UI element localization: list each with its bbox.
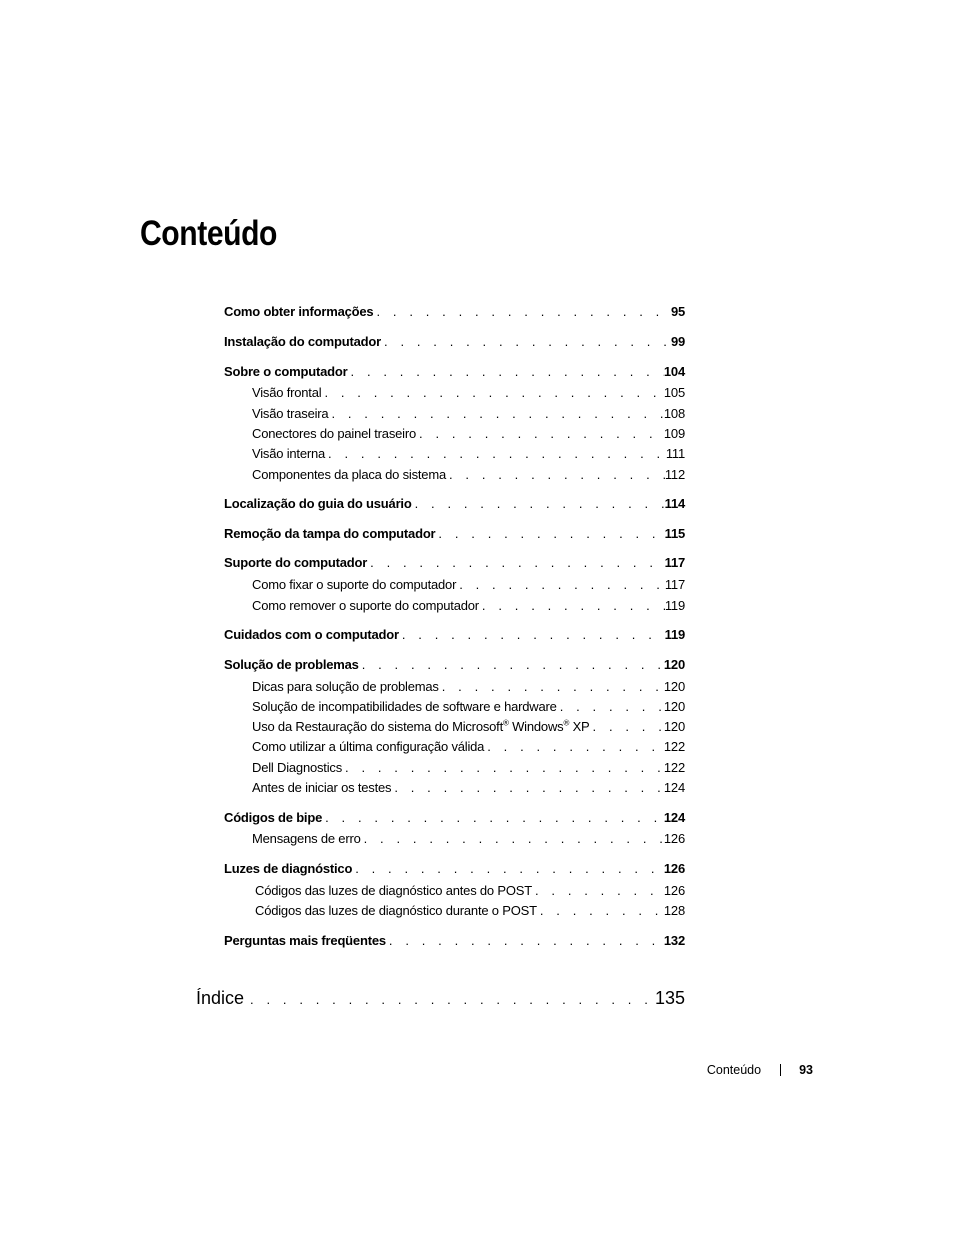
toc-entry-label: Como remover o suporte do computador [252, 598, 479, 613]
leader-dots [479, 598, 665, 614]
leader-dots [446, 467, 665, 483]
toc-subentry[interactable] [252, 719, 685, 735]
toc-entry-page: 120 [663, 699, 685, 714]
toc-entry-page: 99 [670, 334, 685, 349]
toc-entry-page: 120 [663, 679, 685, 694]
toc-entry-page: 114 [664, 496, 685, 511]
toc-entry-page: 124 [663, 810, 685, 825]
toc-entry-page: 128 [663, 903, 685, 918]
toc-entry-label: Localização do guia do usuário [224, 496, 412, 511]
toc-entry[interactable] [224, 526, 685, 542]
leader-dots [416, 426, 664, 442]
toc-entry-page: 122 [663, 760, 685, 775]
toc-entry-page: 115 [664, 526, 685, 541]
page-footer [700, 1062, 813, 1078]
toc-entry-page: 112 [664, 467, 685, 482]
toc-entry-label: Dell Diagnostics [252, 760, 343, 775]
registered-mark: ® [503, 718, 509, 728]
toc-entry-label: Códigos das luzes de diagnóstico antes do POST [255, 883, 532, 898]
label-text: XP [569, 719, 590, 734]
toc-entry-label: Componentes da placa do sistema [252, 467, 446, 482]
leader-dots [359, 657, 664, 673]
toc-entry[interactable] [224, 861, 685, 877]
toc-entry-label: Suporte do computador [224, 555, 368, 570]
toc-entry-page: 111 [665, 446, 685, 461]
toc-subentry[interactable] [252, 699, 685, 715]
registered-mark: ® [563, 718, 570, 728]
toc-entry-label: Instalação do computador [224, 334, 382, 349]
footer-page-number: 93 [799, 1063, 813, 1077]
toc-entry-page: 122 [663, 739, 685, 754]
toc-entry-page: 124 [663, 780, 685, 795]
toc-entry[interactable] [224, 933, 685, 949]
toc-entry-page: 126 [663, 861, 685, 876]
toc-entry-label: Mensagens de erro [252, 831, 361, 846]
toc-entry-label: Luzes de diagnóstico [224, 861, 353, 876]
toc-entry[interactable] [224, 334, 685, 350]
leader-dots [399, 627, 665, 643]
leader-dots [484, 739, 664, 755]
toc-entry-page: 120 [663, 657, 685, 672]
toc-subentry[interactable] [252, 780, 685, 796]
leader-dots [532, 883, 664, 899]
toc-entry-page: 105 [663, 385, 685, 400]
leader-dots [361, 831, 664, 847]
toc-subentry[interactable] [252, 831, 685, 847]
toc-subentry[interactable] [255, 883, 685, 899]
leader-dots [537, 903, 664, 919]
toc-entry-label: Conectores do painel traseiro [252, 426, 417, 441]
toc-entry-page: 126 [663, 883, 685, 898]
leader-dots [325, 446, 666, 462]
toc-subentry[interactable] [252, 467, 685, 483]
toc-entry-page: 117 [664, 577, 685, 592]
toc-entry[interactable] [224, 627, 685, 643]
toc-entry-label: Sobre o computador [224, 364, 348, 379]
toc-entry-label: Solução de problemas [224, 657, 359, 672]
toc-entry-page: 132 [663, 933, 685, 948]
toc-entry-page: 95 [670, 304, 685, 319]
toc-subentry[interactable] [252, 760, 685, 776]
toc-subentry[interactable] [252, 385, 685, 401]
toc-entry-label [252, 719, 590, 735]
toc-entry-label: Perguntas mais freqüentes [224, 933, 386, 948]
toc-index-entry[interactable] [196, 987, 685, 1011]
leader-dots [348, 364, 664, 380]
toc-entry-page: 119 [664, 598, 685, 613]
leader-dots [381, 334, 671, 350]
index-label: Índice [196, 988, 245, 1008]
toc-subentry[interactable] [252, 406, 685, 422]
leader-dots [244, 989, 655, 1011]
toc-entry[interactable] [224, 555, 685, 571]
toc-entry[interactable] [224, 810, 685, 826]
leader-dots [322, 810, 664, 826]
footer-divider [780, 1064, 781, 1076]
toc-subentry[interactable] [252, 739, 685, 755]
toc-entry-label: Cuidados com o computador [224, 627, 399, 642]
toc-subentry[interactable] [252, 426, 685, 442]
toc-entry[interactable] [224, 657, 685, 673]
leader-dots [435, 526, 664, 542]
footer-section-title: Conteúdo [706, 1063, 762, 1077]
toc-entry[interactable] [224, 304, 685, 320]
leader-dots [352, 861, 664, 877]
toc-subentry[interactable] [252, 679, 685, 695]
toc-entry-label: Como obter informações [224, 304, 374, 319]
label-text: Windows [508, 719, 564, 734]
toc-entry-label: Remoção da tampa do computador [224, 526, 436, 541]
toc-entry[interactable] [224, 496, 685, 512]
toc-entry-page: 119 [664, 627, 685, 642]
leader-dots [386, 933, 664, 949]
leader-dots [328, 406, 663, 422]
leader-dots [456, 577, 665, 593]
toc-entry[interactable] [224, 364, 685, 380]
leader-dots [391, 780, 664, 796]
toc-subentry[interactable] [255, 903, 685, 919]
leader-dots [342, 760, 664, 776]
toc-entry-label: Dicas para solução de problemas [252, 679, 439, 694]
toc-entry-label: Visão interna [252, 446, 326, 461]
toc-entry-label: Visão traseira [252, 406, 329, 421]
index-page: 135 [654, 988, 685, 1008]
toc-entry-page: 120 [663, 719, 685, 734]
leader-dots [373, 304, 670, 320]
toc-subentry[interactable] [252, 577, 685, 593]
toc-subentry[interactable] [252, 598, 685, 614]
page-title: Conteúdo [140, 214, 277, 253]
leader-dots [367, 555, 664, 571]
toc-entry-label: Códigos das luzes de diagnóstico durante o POST [255, 903, 537, 918]
toc-entry-page: 117 [664, 555, 685, 570]
toc-entry-page: 126 [663, 831, 685, 846]
toc-entry-label: Como utilizar a última configuração válida [252, 739, 485, 754]
leader-dots [321, 385, 663, 401]
leader-dots [412, 496, 665, 512]
leader-dots [439, 679, 664, 695]
label-text: Uso da Restauração do sistema do Microsoft [252, 719, 503, 734]
toc-entry-label: Como fixar o suporte do computador [252, 577, 457, 592]
leader-dots [590, 719, 664, 735]
toc-subentry[interactable] [252, 446, 685, 462]
toc-entry-page: 108 [663, 406, 685, 421]
toc-entry-label: Antes de iniciar os testes [252, 780, 392, 795]
toc-entry-page: 109 [663, 426, 685, 441]
toc-entry-label: Códigos de bipe [224, 810, 323, 825]
toc-entry-page: 104 [663, 364, 685, 379]
toc-entry-label: Visão frontal [252, 385, 322, 400]
toc-entry-label: Solução de incompatibilidades de software e hardware [252, 699, 557, 714]
leader-dots [557, 699, 664, 715]
